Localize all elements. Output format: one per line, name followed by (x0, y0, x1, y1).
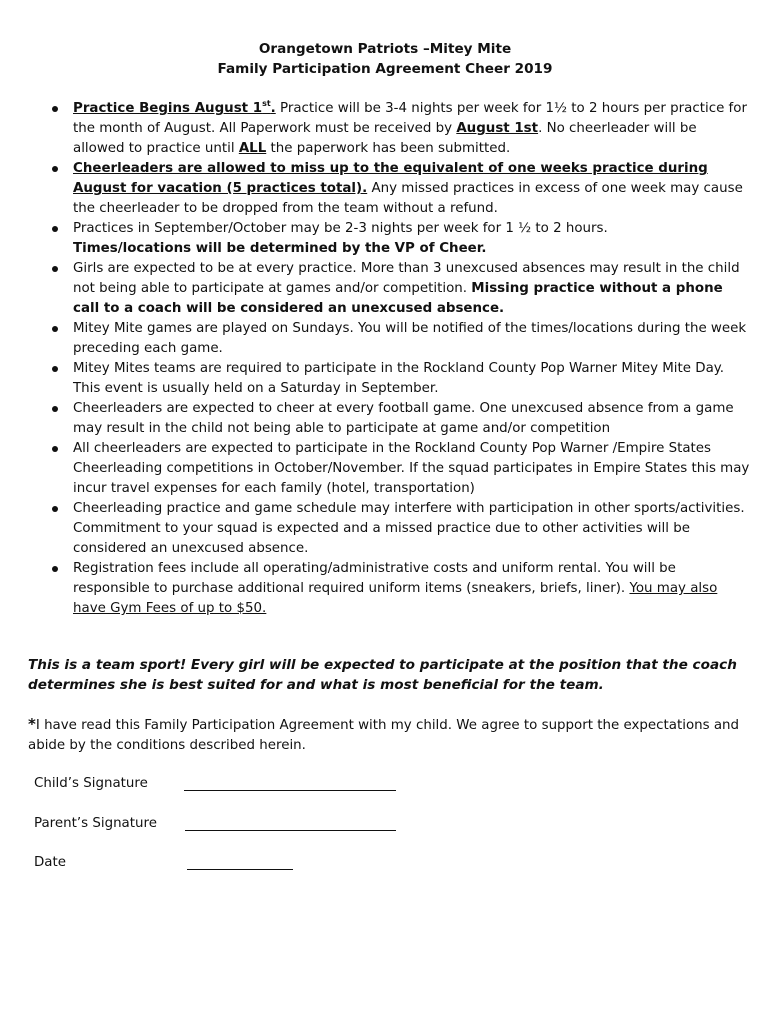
child-signature-line[interactable] (184, 790, 396, 791)
rule-bold-note: Times/locations will be determined by the VP of Cheer. (73, 241, 487, 256)
rule-games: Mitey Mite games are played on Sundays. You will be notified of the times/locations during the week preceding each game. (50, 319, 750, 359)
gym-fees-note: You may also have Gym Fees of up to $50. (73, 581, 718, 616)
team-statement: This is a team sport! Every girl will be expected to participate at the position that the coach determines she is best suited for and what is most beneficial for the team. (28, 657, 737, 693)
rule-registration-fees: Registration fees include all operating/administrative costs and uniform rental. You will be responsible to purchase additional required uniform items (sneakers, briefs, liner). You may also have Gym Fees of up to $50. (50, 559, 750, 619)
rule-mitey-mite-day: Mitey Mites teams are required to participate in the Rockland County Pop Warner Mitey Mite Day. This event is usually held on a Saturday in September. (50, 359, 750, 399)
document-title: Orangetown Patriots –Mitey Mite (258, 41, 512, 57)
rule-competitions: All cheerleaders are expected to participate in the Rockland County Pop Warner /Empire States Cheerleading competitions in October/November. If the squad participates in Empire States this may incur travel expenses for each family (hotel, transportation) (50, 439, 750, 499)
acknowledgement: *I have read this Family Participation Agreement with my child. We agree to support the expectations and abide by the conditions described herein. (28, 715, 740, 753)
document-subtitle: Family Participation Agreement Cheer 2019 (217, 61, 553, 77)
rule-other-activities: Cheerleading practice and game schedule may interfere with participation in other sports/activities. Commitment to your squad is expected and a missed practice due to other activities will be considered an unexcused absence. (50, 499, 750, 559)
parent-signature-label: Parent’s Signature (34, 816, 157, 831)
all-emphasis: ALL (238, 141, 267, 156)
rule-lead: Cheerleaders are allowed to miss up to the equivalent of one weeks practice during August for vacation (5 practices total). (73, 161, 708, 196)
date-label: Date (34, 855, 67, 870)
paperwork-due-date: August 1st (456, 121, 539, 136)
child-signature-label: Child’s Signature (34, 776, 148, 791)
parent-signature-line[interactable] (185, 830, 396, 831)
rule-fall-practices: Practices in September/October may be 2-3 nights per week for 1 ½ to 2 hours. Times/locations will be determined by the VP of Cheer. (50, 219, 750, 259)
rule-football-games: Cheerleaders are expected to cheer at every football game. One unexcused absence from a game may result in the child not being able to participate at game and/or competition (50, 399, 750, 439)
rule-vacation: Cheerleaders are allowed to miss up to the equivalent of one weeks practice during August for vacation (5 practices total). Any missed practices in excess of one week may cause the cheerleader to be dropped from the team without a refund. (50, 159, 750, 219)
rule-bold-note: Missing practice without a phone call to a coach will be considered an unexcused absence. (73, 281, 723, 316)
asterisk: * (28, 715, 36, 733)
rules-list (50, 99, 750, 619)
rule-attendance: Girls are expected to be at every practice. More than 3 unexcused absences may result in the child not being able to participate at games and/or competition. Missing practice without a phone call to a coach will be considered an unexcused absence. (50, 259, 750, 319)
rule-lead: Practice Begins August 1st. (73, 99, 276, 116)
date-line[interactable] (187, 869, 293, 870)
rule-practice-begins: Practice Begins August 1st. Practice will be 3-4 nights per week for 1½ to 2 hours per practice for the month of August. All Paperwork must be received by August 1st. No cheerleader will be allowed to practice until ALL the paperwork has been submitted. (50, 99, 750, 159)
